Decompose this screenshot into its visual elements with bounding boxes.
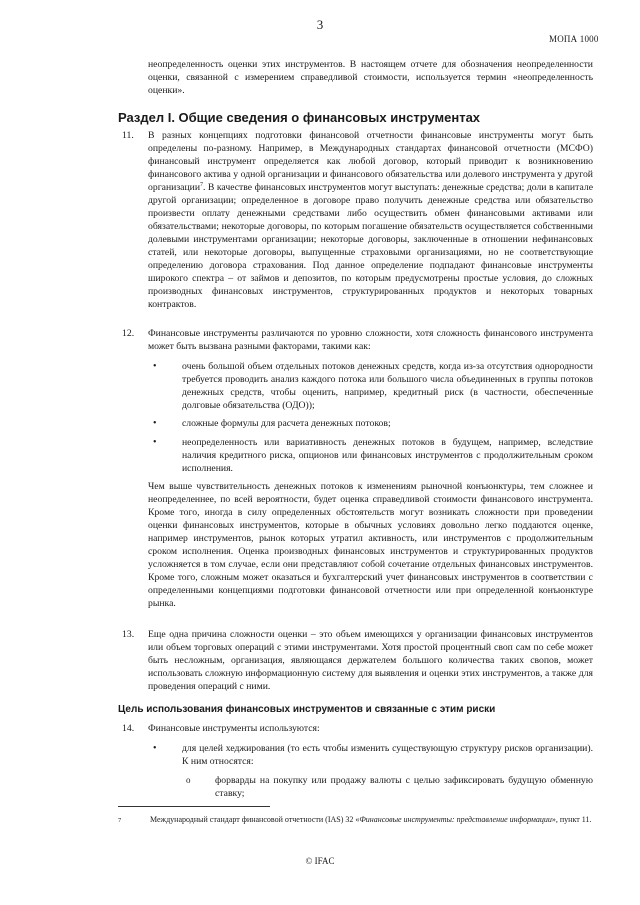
sub-bullet-marker: o bbox=[186, 775, 191, 785]
paragraph-11-text-a: В разных концепциях подготовки финансовой отчетности финансовые инструменты могут быть определены по-разному. Например, в Международных стандартах финансовой отчетности (МСФО) финансовый инструмент определяется как любой договор, который приводит к возникновению финансового актива у одной организации и финансового обязательства или долевого инструмента у другой организации bbox=[148, 130, 593, 193]
paragraph-11 bbox=[148, 129, 593, 311]
paragraph-12: Финансовые инструменты различаются по уровню сложности, хотя сложность финансового инструмента может быть вызвана разными факторами, такими как: bbox=[148, 328, 593, 352]
list-item: неопределенность или вариативность денежных потоков в будущем, например, вследствие наличия кредитного риска, опционов или финансовых инструментов с продолжительным сроком исполнения. bbox=[182, 437, 593, 474]
paragraph-11-text-b: . В качестве финансовых инструментов могут выступать: денежные средства; доли в капитале другой организации; определенное в договоре право получить денежные средства или обязательство произвести оплату денежными средствами либо осуществить обмен финансовыми активами или обязательствами; некоторые договоры, по которым погашение обязательств осуществляется собственными долевыми инструментами организации; некоторые договоры, заключенные в отношении нефинансовых статей, или некоторые договоры, выпущенные страховыми организациями, но не соответствующие определению договора страхования. Под данное определение подпадают финансовые инструменты широкого спектра – от займов и депозитов, по которым предусмотрены простые условия, до сложных производных финансовых инструментов, структурированных продуктов и некоторых товарных контрактов. bbox=[148, 182, 593, 310]
paragraph-number-11: 11. bbox=[122, 130, 134, 141]
document-code: МОПА 1000 bbox=[549, 34, 599, 44]
sub-list-item: форварды на покупку или продажу валюты с целью зафиксировать будущую обменную ставку; bbox=[215, 775, 593, 799]
list-item: для целей хеджирования (то есть чтобы изменить существующую структуру рисков организации). К ним относятся: bbox=[182, 743, 593, 767]
footnote-separator bbox=[118, 806, 270, 807]
subsection-heading: Цель использования финансовых инструментов и связанные с этим риски bbox=[118, 704, 496, 715]
copyright-footer: © IFAC bbox=[305, 856, 335, 866]
section-title: Раздел I. Общие сведения о финансовых инструментах bbox=[118, 110, 481, 125]
footnote-text bbox=[150, 814, 593, 825]
paragraph-number-14: 14. bbox=[122, 723, 135, 734]
paragraph-number-13: 13. bbox=[122, 629, 135, 640]
paragraph-number-12: 12. bbox=[122, 328, 135, 339]
bullet-marker: • bbox=[153, 361, 157, 372]
paragraph-12-continuation: Чем выше чувствительность денежных потоков к изменениям рыночной конъюнктуры, тем сложнее и неопределеннее, по всей вероятности, будет оценка справедливой стоимости финансового инструмента. Кроме того, иногда в силу определенных обстоятельств могут возникать сложности при проведении оценки финансовых инструментов, которые в обычных условиях довольно легко поддаются оценке, например инструментов, рынок которых утратил активность, или инструментов с продолжительным сроком исполнения. Оценка производных финансовых инструментов и структурированных продуктов усложняется в том случае, если они представляют собой сочетание отдельных финансовых инструментов. Кроме того, сложным может оказаться и бухгалтерский учет финансовых инструментов в соответствии с определенными концепциями подготовки финансовой отчетности или при определенной конъюнктуре рынка. bbox=[148, 481, 593, 609]
paragraph-13: Еще одна причина сложности оценки – это объем имеющихся у организации финансовых инструментов или объем торговых операций с этими инструментами. Хотя простой процентный своп сам по себе может быть несложным, организация, являющаяся держателем большого количества таких свопов, может использовать сложную информационную систему для выявления и оценки этих инструментов, а также для проведения операций с ними. bbox=[148, 629, 593, 692]
list-item: очень большой объем отдельных потоков денежных средств, когда из-за отсутствия однородности требуется проводить анализ каждого потока или большого числа объединенных в группы потоков денежных средств, чтобы оценить, например, кредитный риск (в частности, обеспеченные долговые обязательства (ОДО)); bbox=[182, 361, 593, 411]
footnote-text-a: Международный стандарт финансовой отчетности (IAS) 32 « bbox=[150, 815, 360, 824]
page-number: 3 bbox=[316, 17, 324, 32]
bullet-marker: • bbox=[153, 437, 157, 448]
list-item: сложные формулы для расчета денежных потоков; bbox=[182, 418, 391, 429]
bullet-marker: • bbox=[153, 418, 157, 429]
footnote-mark: 7 bbox=[118, 817, 122, 824]
footnote-title: Финансовые инструменты: представление информации bbox=[359, 815, 552, 824]
bullet-marker: • bbox=[153, 743, 157, 754]
footnote-text-b: », пункт 11. bbox=[551, 815, 592, 824]
intro-paragraph: неопределенность оценки этих инструментов. В настоящем отчете для обозначения неопределенности оценки, связанной с измерением справедливой стоимости, используется термин «неопределенность оценки». bbox=[148, 59, 593, 96]
footnote-reference: 7 bbox=[200, 181, 204, 188]
paragraph-14: Финансовые инструменты используются: bbox=[148, 723, 320, 734]
